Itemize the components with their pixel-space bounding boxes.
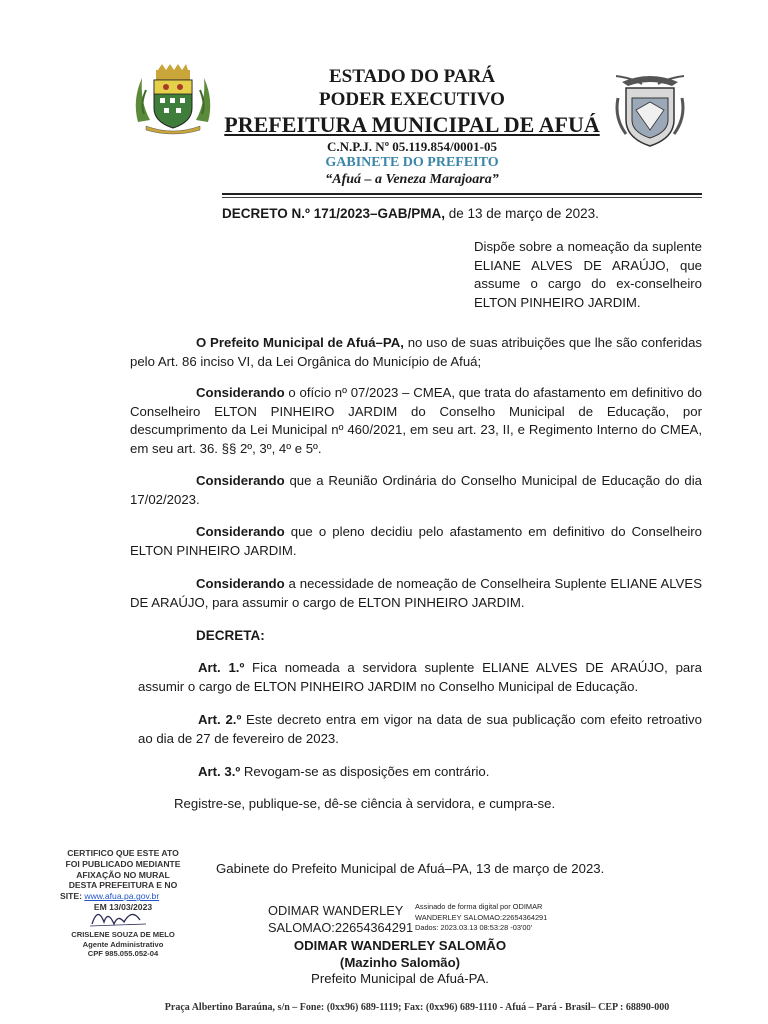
website-link[interactable]: www.afua.pa.gov.br <box>84 891 160 902</box>
header-motto: “Afuá – a Veneza Marajoara” <box>325 172 499 187</box>
consideration-3: Considerando que o pleno decidiu pelo afastamento em definitivo do Conselheiro ELTON PINHEIRO JARDIM. <box>130 524 702 558</box>
publication-stamp: CERTIFICO QUE ESTE ATO FOI PUBLICADO MEDIANTE AFIXAÇÃO NO MURAL DESTA PREFEITURA E NO SITE: www.afua.pa.gov.br EM 13/03/2023 <box>60 848 181 912</box>
consideration-2: Considerando que a Reunião Ordinária do Conselho Municipal de Educação do dia 17/02/2023. <box>130 473 702 507</box>
municipal-coat-of-arms-icon <box>130 64 216 136</box>
header-office: GABINETE DO PREFEITO <box>325 155 499 170</box>
digital-signature-name: ODIMAR WANDERLEY SALOMAO:22654364291 <box>268 903 414 935</box>
decree-date: de 13 de março de 2023. <box>445 206 599 221</box>
decree-heading <box>222 206 622 221</box>
decreta-heading: DECRETA: <box>196 628 265 643</box>
article-3: Art. 3.º Revogam-se as disposições em contrário. <box>198 764 490 779</box>
article-2: Art. 2.º Este decreto entra em vigor na data de sua publicação com efeito retroativo ao dia de 27 de fevereiro de 2023. <box>138 712 702 746</box>
signatory-nickname: (Mazinho Salomão) <box>339 954 461 970</box>
digital-signature-note: Assinado de forma digital por ODIMAR WANDERLEY SALOMAO:22654364291 Dados: 2023.03.13 08:53:28 -03'00' <box>415 902 548 932</box>
header-state: ESTADO DO PARÁ <box>328 66 496 87</box>
place-and-date: Gabinete do Prefeito Municipal de Afuá–PA, 13 de março de 2023. <box>216 861 605 876</box>
article-1: Art. 1.º Fica nomeada a servidora suplente ELIANE ALVES DE ARAÚJO, para assumir o cargo de ELTON PINHEIRO JARDIM no Conselho Municipal de Educação. <box>138 660 702 694</box>
signatory-block <box>260 938 540 988</box>
header-divider-thin <box>222 197 702 198</box>
state-coat-of-arms-icon <box>612 68 688 152</box>
footer-address: Praça Albertino Baraúna, s/n – Fone: (0xx96) 689-1119; Fax: (0xx96) 689-1110 - Afuá – Pará - Brasil– CEP : 68890-000 <box>164 1002 670 1013</box>
consideration-1: Considerando o ofício nº 07/2023 – CMEA, que trata do afastamento em definitivo do Conselheiro ELTON PINHEIRO JARDIM do Conselho Municipal de Educação, por descumprimento da Lei Municipal nº 460/2021, em seu art. 23, II, e Regimento Interno do CMEA, em seu art. 36. §§ 2º, 3º, 4º e 5º. <box>130 385 702 456</box>
signatory-name: ODIMAR WANDERLEY SALOMÃO <box>293 938 507 953</box>
header-executive-power: PODER EXECUTIVO <box>319 89 505 110</box>
closing-statement: Registre-se, publique-se, dê-se ciência à servidora, e cumpra-se. <box>174 796 556 811</box>
consideration-4: Considerando a necessidade de nomeação de Conselheira Suplente ELIANE ALVES DE ARAÚJO, para assumir o cargo de ELTON PINHEIRO JARDIM. <box>130 576 702 610</box>
signatory-title: Prefeito Municipal de Afuá-PA. <box>311 971 489 986</box>
header-divider <box>222 193 702 195</box>
header-municipality: PREFEITURA MUNICIPAL DE AFUÁ <box>224 112 600 137</box>
decree-number: DECRETO N.º 171/2023–GAB/PMA, <box>222 206 446 221</box>
decree-summary: Dispõe sobre a nomeação da suplente ELIANE ALVES DE ARAÚJO, que assume o cargo do ex-conselheiro ELTON PINHEIRO JARDIM. <box>474 239 702 310</box>
header-cnpj: C.N.P.J. Nº 05.119.854/0001-05 <box>327 139 497 154</box>
preamble-paragraph: O Prefeito Municipal de Afuá–PA, no uso de suas atribuições que lhe são conferidas pelo Art. 86 inciso VI, da Lei Orgânica do Município de Afuá; <box>130 335 702 369</box>
stamp-signer: CRISLENE SOUZA DE MELO Agente Administrativo CPF 985.055.052-04 <box>71 930 175 959</box>
stamp-signature-scribble <box>88 904 148 930</box>
